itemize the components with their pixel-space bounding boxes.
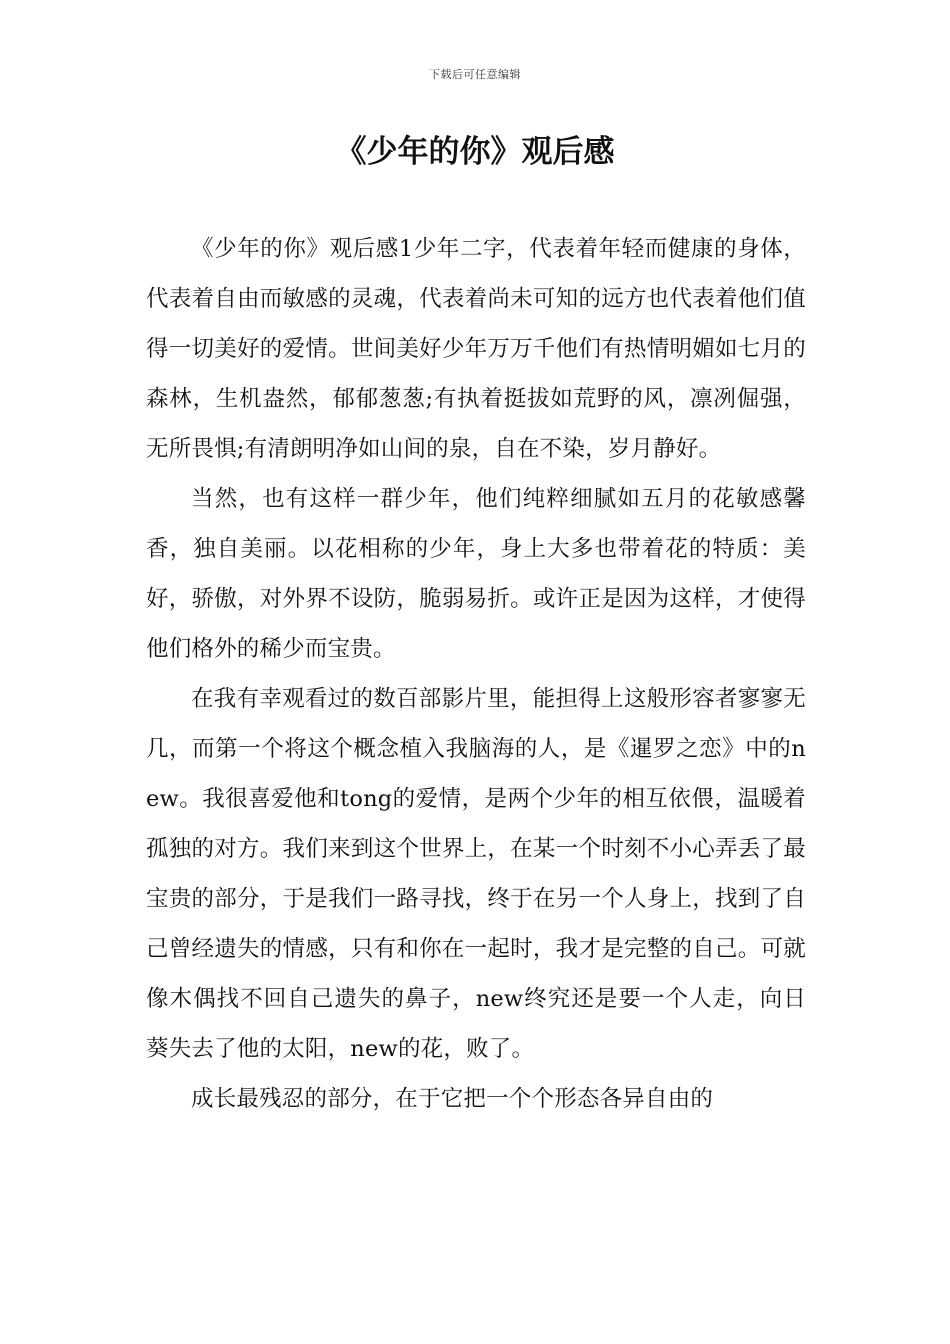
header-note: 下载后可任意编辑 — [429, 68, 521, 81]
document-title: 《少年的你》观后感 — [335, 134, 615, 170]
paragraph-2: 当然，也有这样一群少年，他们纯粹细腻如五月的花敏感馨香，独自美丽。以花相称的少年，身上大多也带着花的特质：美好，骄傲，对外界不设防，脆弱易折。或许正是因为这样，才使得他们格外的稀少而宝贵。 — [146, 486, 806, 662]
paragraph-1: 《少年的你》观后感1少年二字，代表着年轻而健康的身体，代表着自由而敏感的灵魂，代表着尚未可知的远方也代表着他们值得一切美好的爱情。世间美好少年万万千他们有热情明媚如七月的森林，生机盎然，郁郁葱葱;有执着挺拔如荒野的风，凛冽倔强，无所畏惧;有清朗明净如山间的泉，自在不染，岁月静好。 — [146, 236, 806, 462]
document-body — [146, 224, 806, 1124]
paragraph-4: 成长最残忍的部分，在于它把一个个形态各异自由的 — [191, 1086, 714, 1112]
paragraph-3: 在我有幸观看过的数百部影片里，能担得上这般形容者寥寥无几，而第一个将这个概念植入我脑海的人，是《暹罗之恋》中的new。我很喜爱他和tong的爱情，是两个少年的相互依偎，温暖着孤独的对方。我们来到这个世界上，在某一个时刻不小心弄丢了最宝贵的部分，于是我们一路寻找，终于在另一个人身上，找到了自己曾经遗失的情感，只有和你在一起时，我才是完整的自己。可就像木偶找不回自己遗失的鼻子，new终究还是要一个人走，向日葵失去了他的太阳，new的花，败了。 — [146, 686, 806, 1062]
